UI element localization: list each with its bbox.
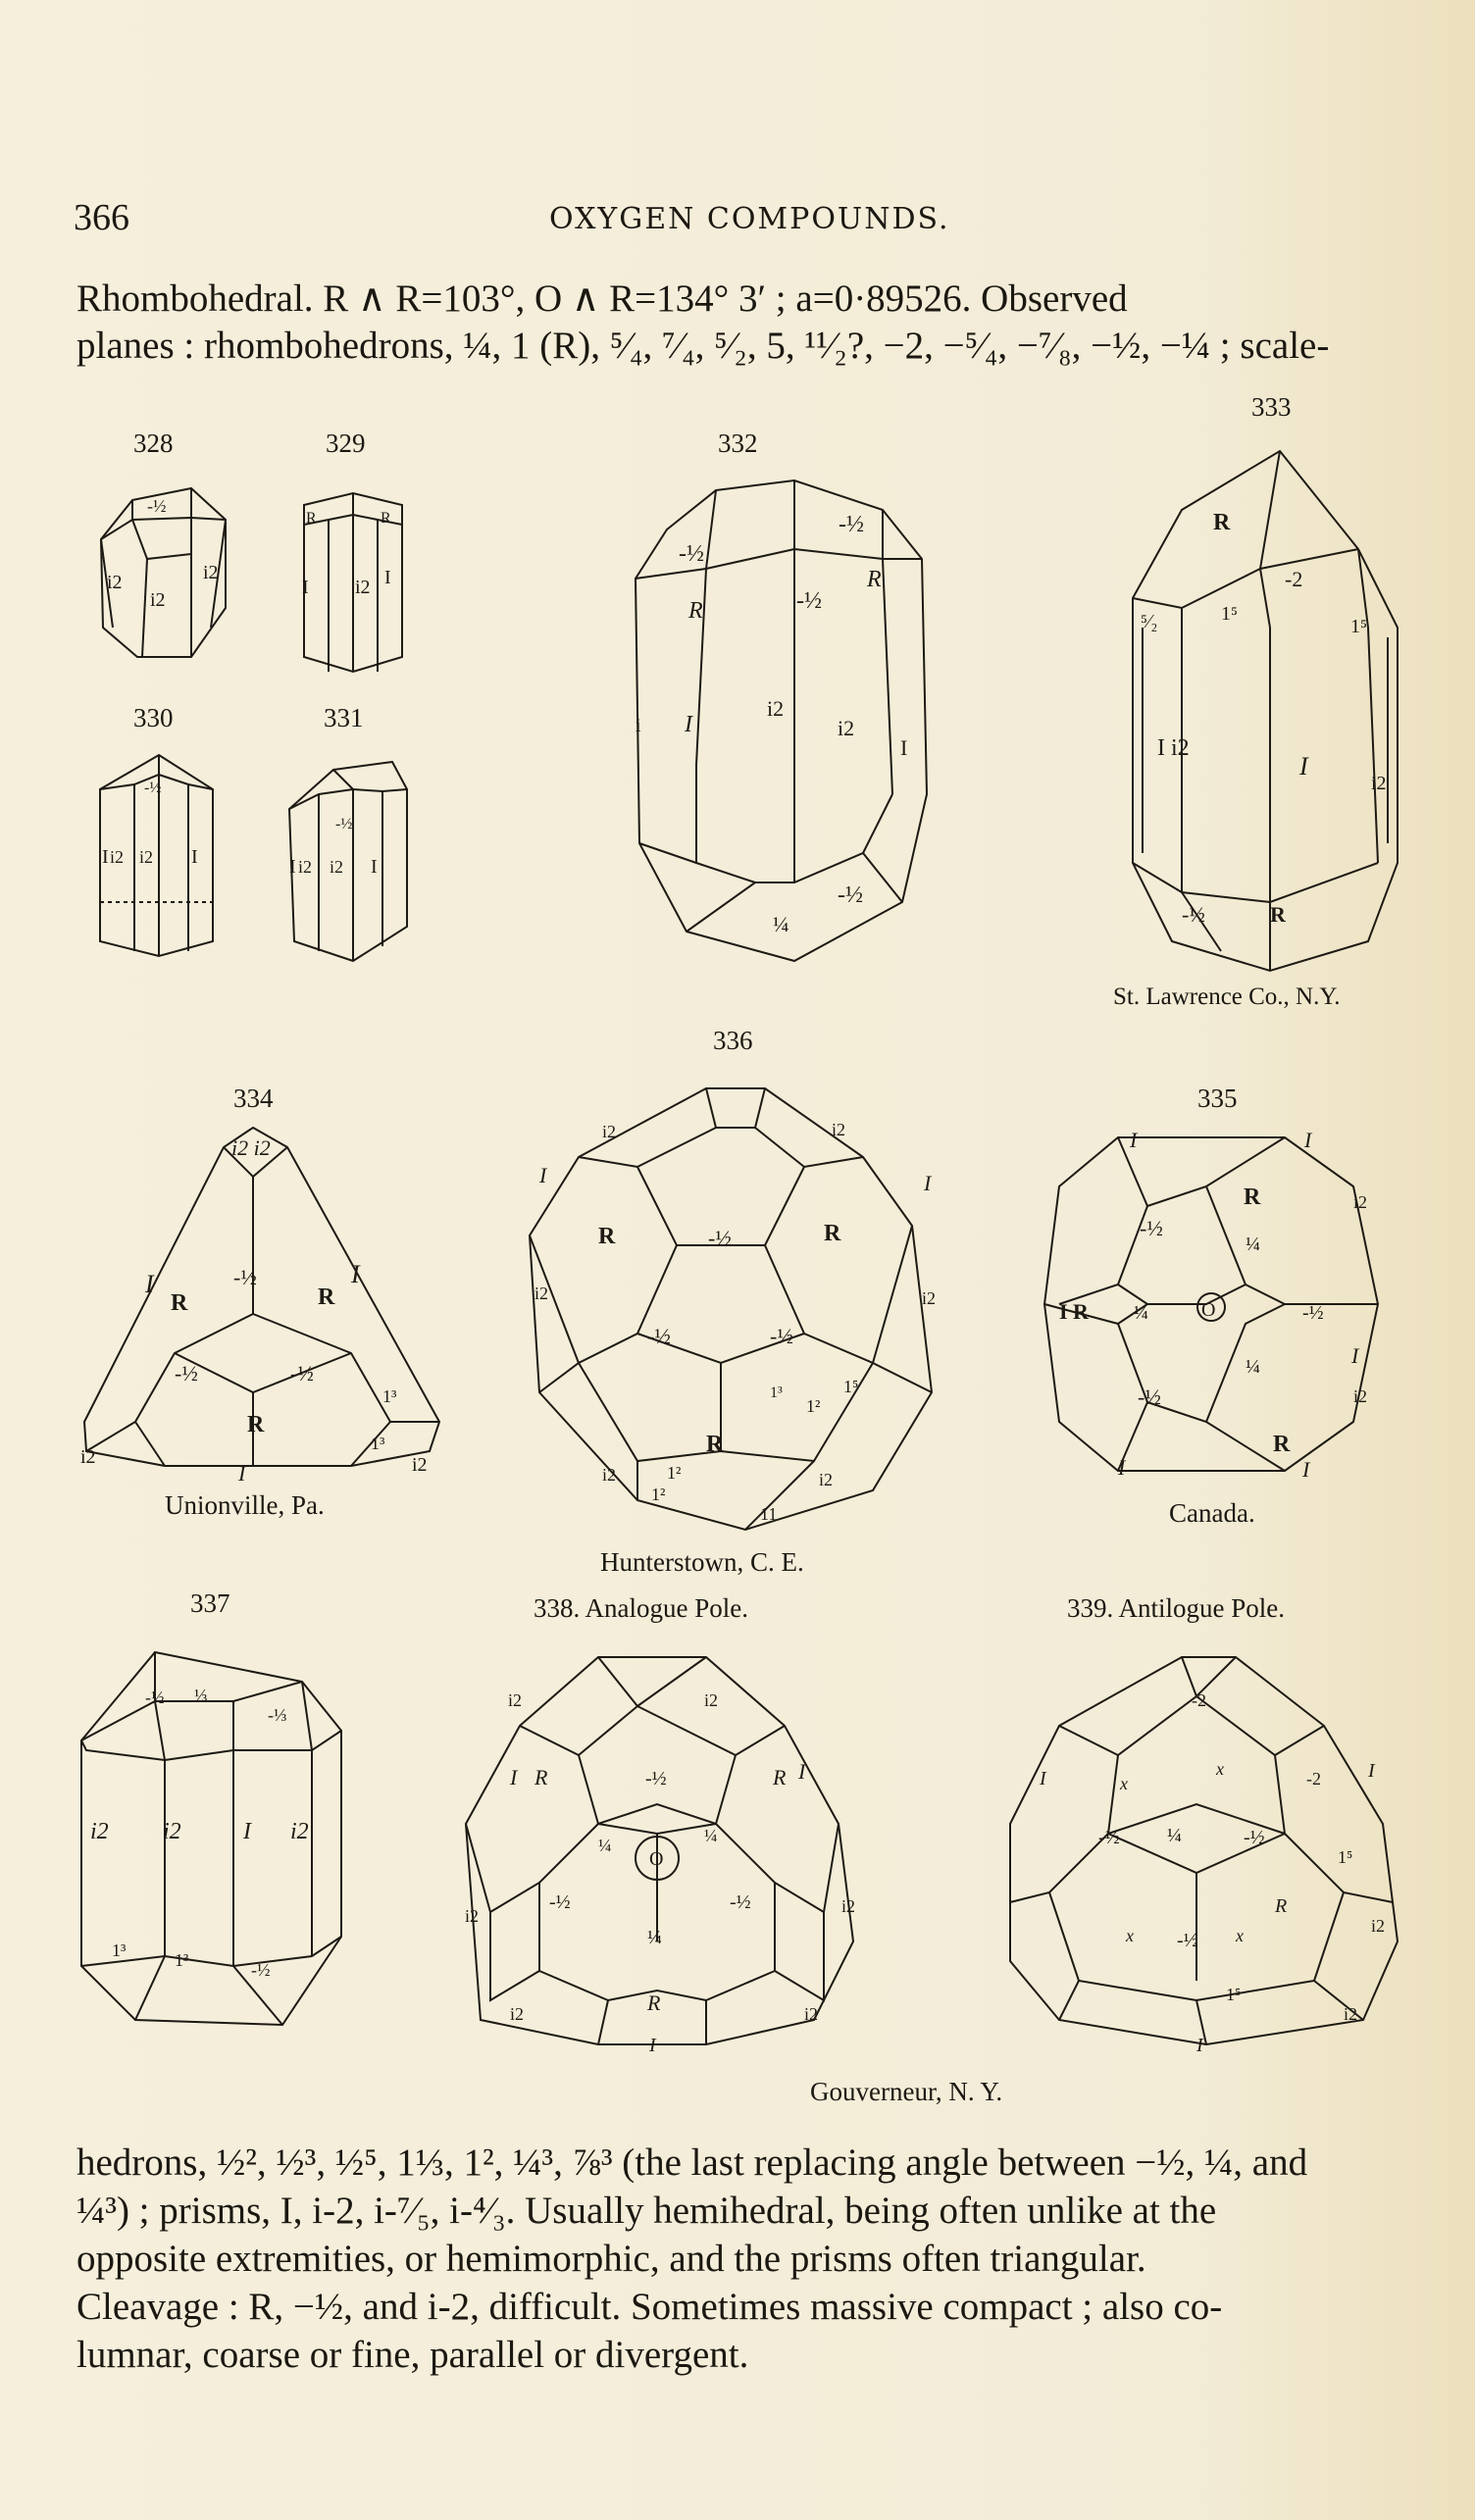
caption-canada: Canada. [1169,1498,1255,1528]
figure-number-333: 333 [1251,392,1292,422]
svg-text:O: O [1201,1299,1216,1321]
figure-number-330: 330 [133,703,174,732]
caption-st-lawrence: St. Lawrence Co., N.Y. [1113,983,1341,1010]
svg-text:i2: i2 [767,696,785,721]
svg-text:-½: -½ [251,1960,271,1980]
svg-text:-½: -½ [645,1768,667,1789]
intro-line-1: Rhombohedral. R ∧ R=103°, O ∧ R=134° 3′ ; a=0·89526. Observed [76,277,1128,320]
svg-text:I: I [384,567,391,588]
figure-number-335: 335 [1197,1084,1238,1113]
body-line-5: lumnar, coarse or fine, parallel or divergent. [76,2334,749,2376]
svg-text:I: I [1302,1457,1310,1482]
crystal-figure-332 [628,471,932,971]
svg-text:I: I [243,1819,251,1844]
svg-text:-½: -½ [147,496,167,516]
svg-text:R: R [867,567,882,592]
crystal-figure-338 [461,1647,856,2056]
svg-text:-½: -½ [335,816,353,832]
figure-number-331: 331 [324,703,364,732]
body-line-1: hedrons, ½², ½³, ½⁵, 1⅓, 1², ¼³, ⅞³ (the last replacing angle between −½, ¼, and [76,2142,1308,2184]
svg-text:I: I [1040,1768,1046,1789]
svg-text:i2: i2 [163,1819,181,1844]
svg-text:x: x [1236,1926,1244,1945]
svg-text:1⁵: 1⁵ [1338,1847,1353,1867]
svg-text:i2: i2 [110,847,125,867]
svg-text:i2: i2 [139,847,154,867]
figure-number-334: 334 [233,1084,274,1113]
svg-text:-½: -½ [1302,1302,1324,1324]
svg-text:-½: -½ [233,1265,257,1289]
svg-text:i2: i2 [838,716,855,740]
svg-text:-½: -½ [549,1891,571,1913]
svg-text:-½: -½ [730,1891,751,1913]
svg-text:11: 11 [760,1504,778,1524]
running-head-title: OXYGEN COMPOUNDS. [549,202,950,236]
crystal-figure-336 [520,1069,937,1544]
svg-text:I: I [351,1260,360,1288]
svg-text:i2: i2 [922,1288,937,1308]
svg-text:i2: i2 [1371,773,1387,794]
svg-text:1³: 1³ [112,1940,127,1960]
svg-text:⁵⁄₂: ⁵⁄₂ [1141,611,1158,632]
body-line-2: ¼³) ; prisms, I, i-2, i-⁷⁄₅, i-⁴⁄₃. Usually hemihedral, being often unlike at the [76,2190,1217,2232]
svg-text:I: I [102,846,109,868]
svg-text:i2: i2 [804,2004,819,2024]
figure-number-336: 336 [713,1026,753,1055]
svg-text:I R: I R [1059,1299,1089,1324]
body-line-3: opposite extremities, or hemimorphic, and the prisms often triangular. [76,2238,1146,2280]
svg-text:I: I [145,1270,154,1298]
svg-text:R: R [1213,510,1231,535]
svg-text:i2: i2 [412,1454,428,1476]
svg-text:1³: 1³ [770,1385,783,1401]
svg-text:R: R [647,1991,661,2015]
svg-text:1³: 1³ [175,1950,189,1970]
svg-text:I: I [649,2035,656,2056]
svg-text:-½: -½ [145,1688,165,1707]
figure-number-328: 328 [133,428,174,458]
svg-text:-½: -½ [1182,902,1205,927]
caption-unionville: Unionville, Pa. [165,1490,325,1520]
svg-text:i2: i2 [1353,1386,1368,1406]
crystal-figure-337 [76,1642,351,2025]
svg-text:-2: -2 [1192,1690,1206,1710]
svg-text:R: R [1244,1184,1261,1210]
figure-number-338: 338. Analogue Pole. [534,1593,748,1623]
page-number: 366 [74,197,129,238]
svg-text:I: I [1351,1343,1359,1368]
svg-text:R: R [1275,1895,1288,1917]
svg-text:-½: -½ [1140,1216,1163,1240]
svg-text:-½: -½ [1138,1385,1161,1409]
svg-text:-½: -½ [708,1226,732,1250]
svg-text:R: R [1273,1432,1291,1457]
svg-text:I: I [539,1163,547,1187]
svg-text:I: I [1118,1455,1126,1480]
svg-text:i2: i2 [534,1284,549,1303]
svg-text:1²: 1² [806,1396,821,1416]
svg-text:-½: -½ [679,541,704,567]
svg-text:i2: i2 [150,589,166,611]
svg-text:¼: ¼ [647,1927,662,1948]
svg-text:R: R [306,510,317,527]
figure-number-332: 332 [718,428,758,458]
svg-text:-½: -½ [838,882,863,908]
svg-text:R: R [598,1224,616,1249]
svg-text:i2: i2 [298,857,313,877]
svg-text:¼: ¼ [1167,1825,1182,1846]
svg-text:¼: ¼ [1246,1356,1260,1378]
svg-text:I i2: I i2 [1157,735,1190,761]
svg-text:i2: i2 [832,1120,846,1139]
svg-text:1²: 1² [651,1485,666,1504]
svg-text:I: I [1130,1128,1138,1152]
svg-text:I: I [238,1461,246,1486]
svg-text:i2: i2 [602,1122,617,1141]
svg-text:⅓: ⅓ [194,1686,208,1705]
svg-text:¼: ¼ [704,1826,718,1845]
svg-text:-½: -½ [796,588,822,614]
crystal-figure-339 [1000,1647,1402,2056]
svg-text:1³: 1³ [382,1386,397,1406]
svg-text:-2: -2 [1306,1769,1321,1789]
svg-text:i2: i2 [107,572,123,593]
svg-text:-½: -½ [770,1324,793,1348]
crystal-figure-328 [93,480,240,667]
svg-text:-½: -½ [1098,1827,1120,1848]
svg-text:1³: 1³ [371,1434,385,1453]
svg-text:O: O [649,1848,664,1870]
svg-text:R: R [706,1432,724,1457]
svg-text:i2: i2 [704,1690,719,1710]
svg-text:I: I [1196,2035,1203,2056]
svg-text:x: x [1216,1759,1224,1779]
svg-text:i2: i2 [508,1690,523,1710]
caption-gouverneur: Gouverneur, N. Y. [810,2077,1003,2106]
svg-text:1⁵: 1⁵ [843,1377,859,1396]
crystal-figure-331 [284,750,412,966]
svg-text:i2: i2 [203,562,219,583]
svg-text:i2: i2 [90,1819,109,1844]
svg-text:-2: -2 [1285,567,1303,591]
crystal-figure-335 [1040,1128,1383,1481]
svg-text:x: x [1126,1926,1134,1945]
svg-text:I: I [191,846,198,868]
svg-text:i2: i2 [841,1896,856,1916]
crystal-figure-333 [1123,431,1407,976]
svg-text:I: I [685,712,692,737]
caption-hunterstown: Hunterstown, C. E. [600,1547,804,1577]
svg-text:-½: -½ [144,780,162,796]
svg-text:i2: i2 [1353,1192,1368,1212]
svg-text:i2: i2 [1371,1916,1386,1936]
svg-text:-½: -½ [175,1361,198,1386]
svg-text:-½: -½ [1244,1827,1265,1848]
svg-text:-½: -½ [839,512,864,537]
svg-text:i2 i2: i2 i2 [231,1135,271,1160]
svg-text:i2: i2 [330,857,344,877]
figure-number-329: 329 [326,428,366,458]
svg-text:I: I [1299,752,1308,781]
svg-text:1⁵: 1⁵ [1226,1985,1242,2004]
svg-text:i2: i2 [80,1446,96,1468]
svg-text:R: R [824,1221,841,1246]
svg-text:I: I [798,1759,806,1784]
svg-text:i: i [636,715,641,736]
crystal-figure-329 [294,485,412,681]
figure-number-339: 339. Antilogue Pole. [1067,1593,1285,1623]
svg-text:I: I [302,577,309,598]
svg-text:I: I [900,735,908,760]
svg-text:R: R [318,1285,335,1310]
svg-text:i2: i2 [465,1906,480,1926]
svg-text:R: R [1270,902,1286,927]
svg-text:i2: i2 [1344,2004,1358,2024]
svg-text:I: I [924,1171,932,1195]
svg-text:I: I [1304,1128,1312,1152]
figure-number-337: 337 [190,1588,230,1618]
svg-text:-½: -½ [647,1324,671,1348]
svg-text:¼: ¼ [1134,1302,1148,1324]
svg-text:i2: i2 [290,1819,309,1844]
svg-text:¼: ¼ [1246,1234,1260,1255]
svg-text:-½: -½ [290,1361,314,1386]
svg-text:1⁵: 1⁵ [1221,603,1238,625]
svg-text:-⅓: -⅓ [268,1705,287,1725]
svg-text:¼: ¼ [598,1836,612,1855]
svg-text:x: x [1120,1774,1128,1793]
svg-text:R: R [381,510,391,527]
svg-text:R: R [773,1765,787,1789]
svg-text:i2: i2 [819,1470,834,1489]
svg-text:i2: i2 [510,2004,525,2024]
svg-text:I: I [289,856,296,878]
svg-text:I: I [510,1765,518,1789]
svg-text:R: R [171,1290,188,1316]
svg-text:1²: 1² [667,1463,682,1483]
svg-text:-½: -½ [1177,1930,1198,1951]
body-line-4: Cleavage : R, −½, and i-2, difficult. Sometimes massive compact ; also co- [76,2286,1223,2328]
svg-text:1⁵: 1⁵ [1350,616,1367,637]
crystal-figure-330 [90,745,228,961]
crystal-figure-334 [76,1118,459,1486]
svg-text:i2: i2 [602,1465,617,1485]
svg-text:¼: ¼ [773,912,789,936]
intro-line-2: planes : rhombohedrons, ¼, 1 (R), ⁵⁄₄, ⁷⁄₄, ⁵⁄₂, 5, ¹¹⁄₂?, −2, −⁵⁄₄, −⁷⁄₈, −½, −¼ ; scale- [76,325,1330,367]
svg-text:I: I [371,856,378,878]
svg-text:I: I [1368,1760,1375,1782]
svg-text:R: R [247,1412,265,1437]
svg-text:i2: i2 [355,577,371,598]
svg-text:R: R [534,1765,548,1789]
svg-text:R: R [688,598,703,624]
